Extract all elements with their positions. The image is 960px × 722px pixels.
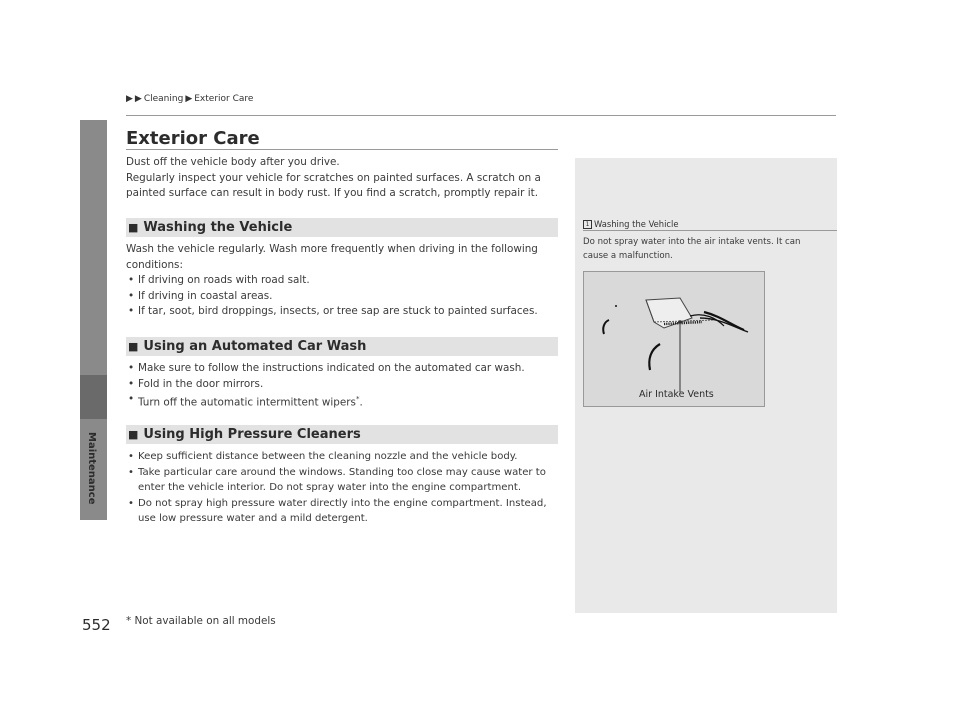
list-item-text: use low pressure water and a mild detergent. xyxy=(138,513,368,524)
breadcrumb-item-exterior-care[interactable]: Exterior Care xyxy=(194,94,254,104)
list-item-text: Keep sufficient distance between the cleaning nozzle and the vehicle body. xyxy=(138,451,518,462)
page-title: Exterior Care xyxy=(126,128,260,149)
chapter-label: Maintenance xyxy=(86,432,97,505)
section-heading-automated xyxy=(126,337,558,356)
bullet-icon: • xyxy=(128,377,135,390)
bullet-icon: • xyxy=(128,451,134,462)
bullet-icon: • xyxy=(128,466,134,478)
list-item xyxy=(126,273,566,289)
washing-intro xyxy=(126,242,566,273)
washing-intro-line: Wash the vehicle regularly. Wash more frequently when driving in the following xyxy=(126,243,538,255)
list-item-text: enter the vehicle interior. Do not spray water into the engine compartment. xyxy=(138,482,522,493)
breadcrumb xyxy=(126,94,253,104)
list-item xyxy=(126,392,566,411)
breadcrumb-arrow-icon: ▶ xyxy=(126,94,133,104)
section-heading-text: Using High Pressure Cleaners xyxy=(143,427,361,442)
section-heading-washing xyxy=(126,218,558,237)
footnote-marker: * xyxy=(355,395,360,403)
note-number-icon: 1 xyxy=(583,220,592,229)
breadcrumb-arrow-icon: ▶ xyxy=(185,94,193,104)
note-heading xyxy=(583,219,679,229)
list-item-text: Take particular care around the windows. Standing too close may cause water to xyxy=(138,466,546,478)
list-item xyxy=(126,496,566,527)
list-item xyxy=(126,377,566,393)
list-item-text: Make sure to follow the instructions indicated on the automated car wash. xyxy=(138,362,525,374)
intro-line: painted surface can result in body rust. If you find a scratch, promptly repair it. xyxy=(126,187,539,199)
footnote: * Not available on all models xyxy=(126,615,276,627)
list-item-text: Fold in the door mirrors. xyxy=(138,377,264,390)
pressure-bullets xyxy=(126,449,566,527)
washing-intro-line: conditions: xyxy=(126,258,183,271)
section-square-icon: ■ xyxy=(128,221,139,234)
list-item xyxy=(126,465,566,496)
bullet-icon: • xyxy=(128,305,135,317)
chapter-tab-marker xyxy=(80,375,107,419)
bullet-icon: • xyxy=(128,274,135,286)
bullet-icon: • xyxy=(128,362,135,374)
note-text xyxy=(583,235,833,263)
title-divider xyxy=(126,149,558,150)
list-item-text: If driving on roads with road salt. xyxy=(138,274,310,286)
breadcrumb-arrow-icon: ▶ xyxy=(134,94,142,104)
list-item xyxy=(126,304,566,320)
bullet-icon: • xyxy=(128,289,135,302)
note-line: Do not spray water into the air intake vents. It can xyxy=(583,237,801,247)
bullet-icon: • xyxy=(128,497,134,509)
section-square-icon: ■ xyxy=(128,428,139,441)
air-intake-figure xyxy=(583,271,765,407)
section-heading-text: Using an Automated Car Wash xyxy=(143,339,367,354)
list-item xyxy=(126,361,566,377)
washing-bullets xyxy=(126,273,566,320)
automated-bullets xyxy=(126,361,566,411)
intro-line: Regularly inspect your vehicle for scratches on painted surfaces. A scratch on a xyxy=(126,171,541,184)
sentence-end: . xyxy=(359,396,363,409)
list-item-text: If driving in coastal areas. xyxy=(138,289,273,302)
section-heading-text: Washing the Vehicle xyxy=(143,220,293,235)
intro-paragraph xyxy=(126,155,566,202)
list-item-text: Turn off the automatic intermittent wipers xyxy=(138,396,356,409)
air-intake-vents-illustration-icon xyxy=(584,272,764,406)
note-divider xyxy=(583,230,837,231)
section-heading-pressure xyxy=(126,425,558,444)
list-item-text: Do not spray high pressure water directly into the engine compartment. Instead, xyxy=(138,497,547,509)
list-item-text: If tar, soot, bird droppings, insects, or tree sap are stuck to painted surfaces. xyxy=(138,305,538,317)
breadcrumb-item-cleaning[interactable]: Cleaning xyxy=(143,94,184,104)
intro-line: Dust off the vehicle body after you drive. xyxy=(126,156,340,168)
page-number: 552 xyxy=(82,616,111,634)
list-item xyxy=(126,449,566,465)
note-title: Washing the Vehicle xyxy=(594,219,679,229)
bullet-icon: • xyxy=(128,393,135,405)
figure-label: Air Intake Vents xyxy=(639,389,714,400)
list-item xyxy=(126,289,566,305)
note-line: cause a malfunction. xyxy=(583,251,673,261)
header-divider xyxy=(126,115,836,116)
section-square-icon: ■ xyxy=(128,340,139,353)
